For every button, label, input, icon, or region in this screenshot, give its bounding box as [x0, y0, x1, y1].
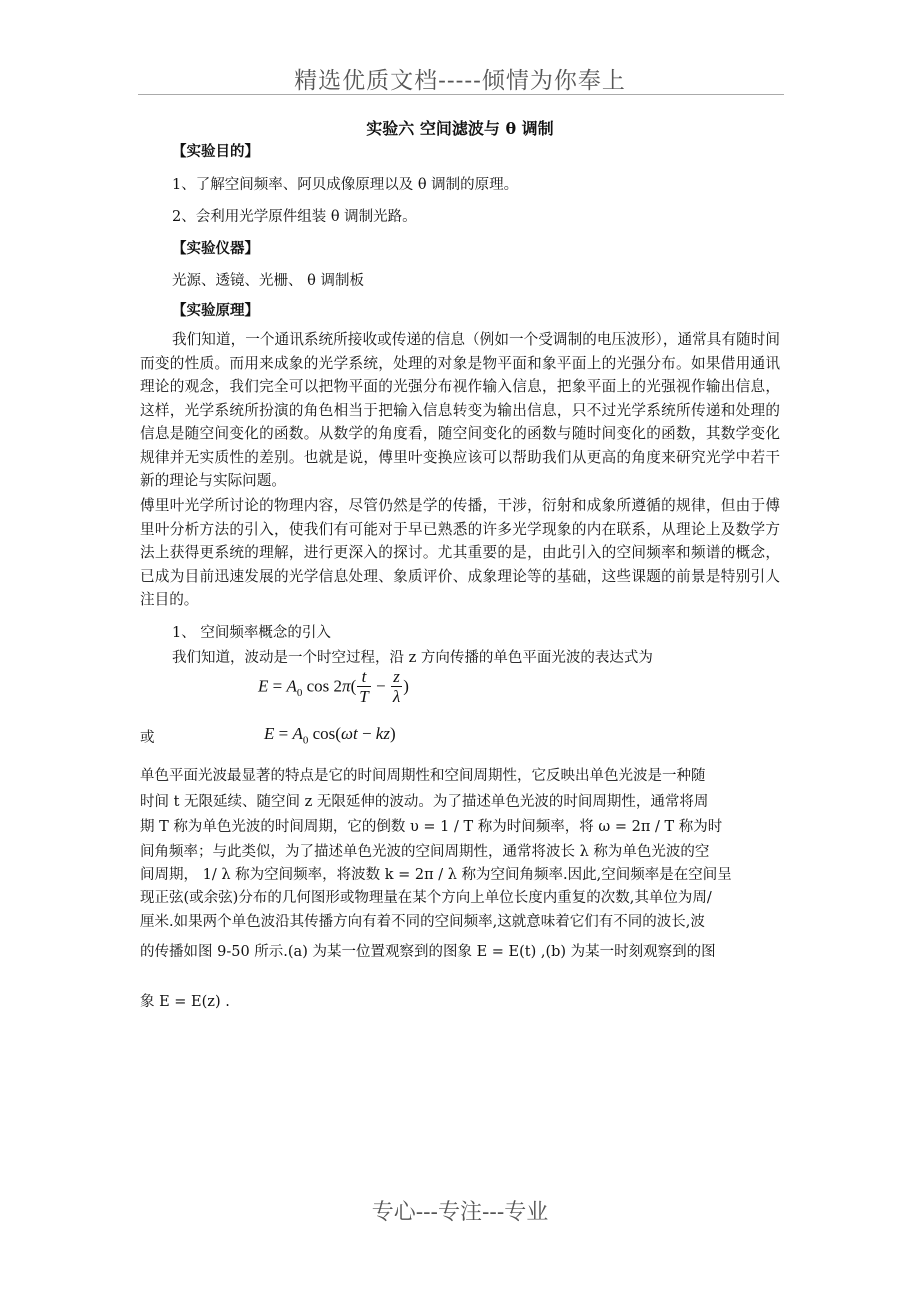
- paragraph3-line-1: 单色平面光波最显著的特点是它的时间周期性和空间周期性，它反映出单色光波是一种随: [140, 768, 706, 784]
- section-heading-purpose: 【实验目的】: [172, 143, 259, 160]
- principle-paragraph-2: 傅里叶光学所讨论的物理内容，尽管仍然是学的传播，干涉，衍射和成象所遵循的规律，但由于傅里叶分析方法的引入，使我们有可能对于早已熟悉的许多光学现象的内在联系，从理论上及数学方法上获得更系统的理解，进行更深入的探讨。尤其重要的是，由此引入的空间频率和频谱的概念，已成为目前迅速发展的光学信息处理、象质评价、成象理论等的基础，这些课题的前景是特别引人注目的。: [140, 497, 780, 608]
- section-heading-instruments: 【实验仪器】: [172, 240, 259, 257]
- equation-or-label: 或: [140, 730, 155, 746]
- paragraph3-line-8: 的传播如图 9-50 所示.(a) 为某一位置观察到的图象 E = E(t) ,(b) 为某一时刻观察到的图: [140, 944, 716, 960]
- paragraph3-line-6: 现正弦(或余弦)分布的几何图形或物理量在某个方向上单位长度内重复的次数,其单位为周/: [140, 890, 712, 906]
- paragraph3-line-5: 间周期， 1/ λ 称为空间频率，将波数 k = 2π / λ 称为空间角频率.因此,空间频率是在空间呈: [140, 867, 732, 883]
- paragraph3-line-4: 间角频率；与此类似，为了描述单色光波的空间周期性，通常将波长 λ 称为单色光波的空: [140, 844, 710, 860]
- paragraph3-line-9: 象 E = E(z) .: [140, 994, 230, 1010]
- document-title: 实验六 空间滤波与 θ 调制: [366, 119, 554, 138]
- page-footer: 专心---专注---专业: [371, 1200, 549, 1225]
- paragraph3-line-3: 期 T 称为单色光波的时间周期，它的倒数 υ = 1 / T 称为时间频率，将 ω = 2π / T 称为时: [140, 819, 723, 835]
- section-heading-principle: 【实验原理】: [172, 302, 259, 319]
- purpose-item-1: 1、了解空间频率、阿贝成像原理以及 θ 调制的原理。: [172, 177, 519, 193]
- paragraph3-line-2: 时间 t 无限延续、随空间 z 无限延伸的波动。为了描述单色光波的时间周期性，通常将周: [140, 794, 709, 810]
- subsection-heading-1: 1、 空间频率概念的引入: [172, 625, 331, 641]
- principle-paragraph-1: 我们知道，一个通讯系统所接收或传递的信息（例如一个受调制的电压波形），通常具有随时间而变的性质。而用来成象的光学系统，处理的对象是物平面和象平面上的光强分布。如果借用通讯理论的观念，我们完全可以把物平面的光强分布视作输入信息，把象平面上的光强视作输出信息，这样，光学系统所扮演的角色相当于把输入信息转变为输出信息，只不过光学系统所传递和处理的信息是随空间变化的函数。从数学的角度看，随空间变化的函数与随时间变化的函数，其数学变化规律并无实质性的差别。也就是说，傅里叶变换应该可以帮助我们从更高的角度来研究光学中若干新的理论与实际问题。: [140, 331, 780, 489]
- instruments-text: 光源、透镜、光栅、 θ 调制板: [172, 273, 364, 289]
- equation-1: $E = A_0$ cos 2π( $\frac{t}{T}$ − $\frac{z}{\lambda}$ ): [258, 667, 409, 706]
- paragraph3-line-7: 厘米.如果两个单色波沿其传播方向有着不同的空间频率,这就意味着它们有不同的波长,波: [140, 914, 705, 930]
- equation-2: $E = A_0$ cos(ωt − kz): [264, 724, 396, 747]
- intro-line: 我们知道，波动是一个时空过程，沿 z 方向传播的单色平面光波的表达式为: [172, 650, 653, 666]
- header-divider: [138, 94, 784, 95]
- page-header: 精选优质文档-----倾情为你奉上: [294, 68, 626, 94]
- purpose-item-2: 2、会利用光学原件组装 θ 调制光路。: [172, 209, 417, 225]
